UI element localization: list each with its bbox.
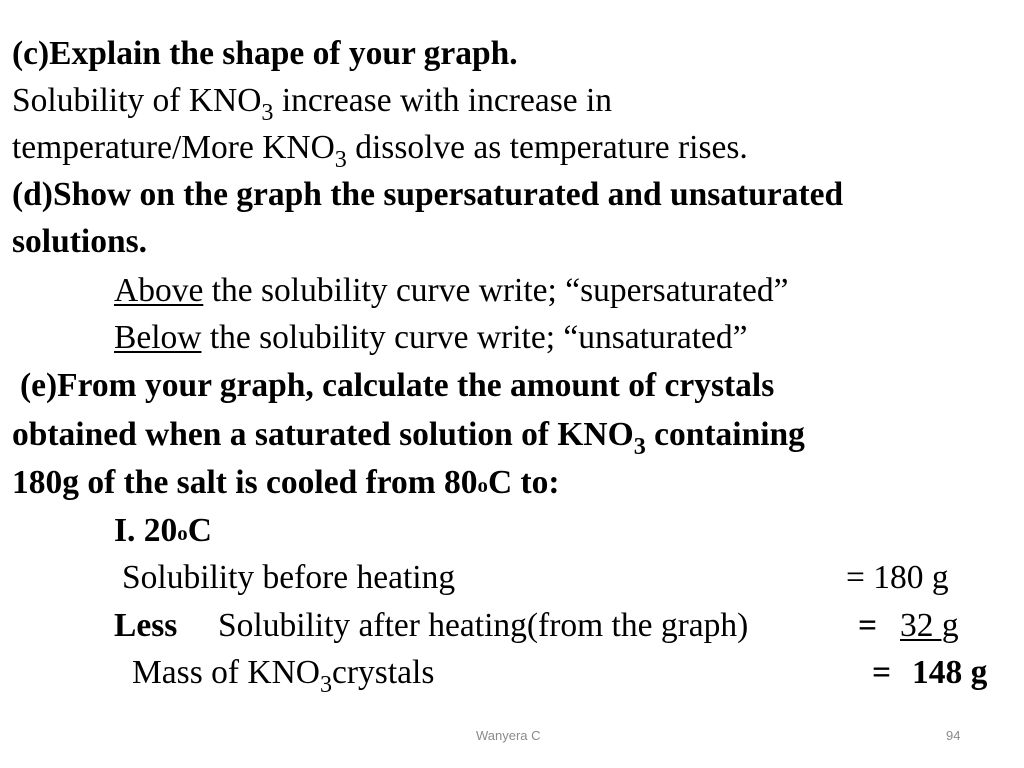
part-e-item-i (114, 514, 212, 548)
footer-page-number: 94 (946, 728, 961, 743)
part-c-answer-2a: temperature/More KNO (12, 129, 335, 166)
part-d-question-line-2: solutions. (12, 223, 147, 260)
below-rest: the solubility curve write; “unsaturated” (201, 319, 748, 356)
part-c-answer-1a: Solubility of KNO (12, 82, 262, 119)
degree-superscript: o (477, 473, 488, 497)
calc-row-2-eq: = (858, 607, 878, 644)
part-c-question: (c)Explain the shape of your graph. (12, 35, 518, 72)
part-e-question-line-2 (12, 416, 805, 460)
subscript-3: 3 (334, 146, 347, 173)
subscript-3: 3 (633, 433, 646, 460)
part-d-above-instruction (114, 274, 788, 308)
part-e-question-line-1: (e)From your graph, calculate the amount of crystals (20, 367, 775, 404)
part-e-q2b: containing (645, 416, 805, 453)
subscript-3: 3 (261, 99, 274, 126)
subscript-3: 3 (319, 671, 333, 698)
footer-author: Wanyera C (476, 728, 541, 743)
calc-row-3-label (132, 654, 435, 698)
row3-label-a: Mass of KNO (132, 654, 320, 691)
item-unit: C (187, 512, 212, 549)
above-rest: the solubility curve write; “supersaturated” (203, 272, 789, 309)
calc-row-2-value: 32 g (900, 607, 959, 644)
part-e-q3b: C to: (487, 464, 560, 501)
degree-superscript: o (177, 521, 188, 545)
calc-row-1-label: Solubility before heating (122, 559, 456, 596)
part-d-below-instruction (114, 321, 748, 355)
part-d-question-line-1: (d)Show on the graph the supersaturated and unsaturated (12, 176, 844, 213)
part-e-q2a: obtained when a saturated solution of KNO (12, 416, 634, 453)
part-c-answer-line-1 (12, 82, 613, 126)
calc-row-3-eq: = (872, 654, 892, 691)
part-e-question-line-3 (12, 466, 560, 500)
part-c-answer-line-2 (12, 129, 748, 173)
calc-row-2 (114, 609, 177, 643)
row3-label-b: crystals (332, 654, 435, 691)
part-c-answer-1b: increase with increase in (273, 82, 613, 119)
less-label: Less (114, 607, 178, 644)
above-word: Above (114, 272, 204, 309)
calc-row-3-value: 148 g (912, 654, 988, 691)
part-e-q3a: 180g of the salt is cooled from 80 (12, 464, 478, 501)
calc-row-2-label: Solubility after heating(from the graph) (218, 607, 749, 644)
calc-row-1-value: = 180 g (846, 559, 949, 596)
below-word: Below (114, 319, 202, 356)
item-label: I. 20 (114, 512, 178, 549)
part-c-answer-2b: dissolve as temperature rises. (346, 129, 748, 166)
